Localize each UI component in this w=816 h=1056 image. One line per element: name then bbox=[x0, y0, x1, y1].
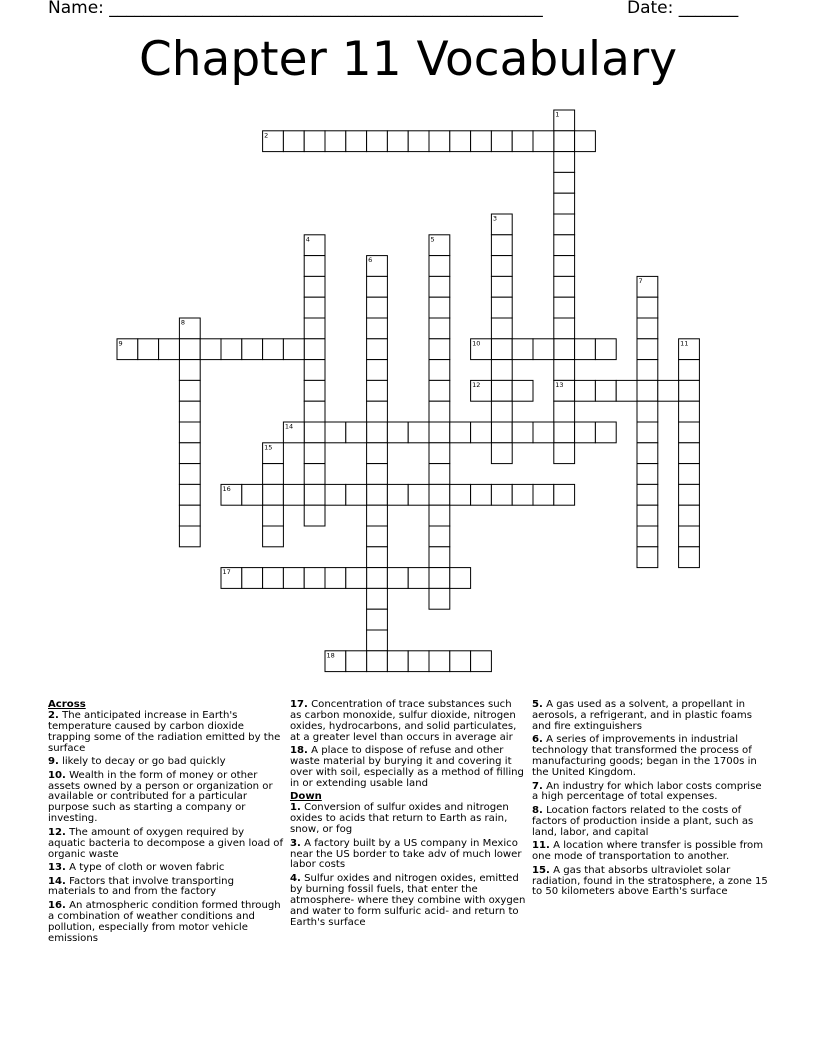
grid-cell[interactable] bbox=[263, 568, 284, 589]
grid-cell[interactable] bbox=[637, 526, 658, 547]
clue-down-11 bbox=[532, 841, 768, 863]
grid-cell[interactable] bbox=[616, 380, 637, 401]
grid-cell[interactable] bbox=[554, 484, 575, 505]
grid-cell[interactable] bbox=[554, 360, 575, 381]
grid-cell[interactable] bbox=[179, 401, 200, 422]
grid-cell[interactable] bbox=[325, 422, 346, 443]
grid-cell[interactable] bbox=[491, 443, 512, 464]
clue-number: 14. bbox=[48, 875, 66, 887]
grid-cell[interactable] bbox=[429, 131, 450, 152]
grid-cell[interactable] bbox=[429, 526, 450, 547]
clue-number-label: 2 bbox=[264, 131, 269, 140]
clue-across-2 bbox=[48, 711, 284, 755]
grid-cell[interactable] bbox=[679, 547, 700, 568]
grid-cell[interactable] bbox=[554, 401, 575, 422]
name-field-label: Name: ___________________________________________________ bbox=[48, 0, 543, 18]
grid-cell[interactable] bbox=[283, 484, 304, 505]
clue-text: Sulfur oxides and nitrogen oxides, emitted by burning fossil fuels, that enter the atmosphere- where they combine with oxygen and water to form sulfuric acid- and return to Earth's surface bbox=[290, 872, 526, 928]
grid-cell[interactable] bbox=[387, 131, 408, 152]
grid-cell[interactable] bbox=[367, 131, 388, 152]
clue-text: The anticipated increase in Earth's temperature caused by carbon dioxide trapping some of the radiation emitted by the surface bbox=[48, 709, 281, 754]
grid-cell[interactable] bbox=[512, 380, 533, 401]
clue-text: Concentration of trace substances such as carbon monoxide, sulfur dioxide, nitrogen oxides, hydrocarbons, and solid particulates, at a greater level than occurs in average air bbox=[290, 699, 517, 743]
clue-number: 1. bbox=[290, 802, 301, 814]
clue-down-7 bbox=[532, 782, 768, 804]
grid-cell[interactable] bbox=[533, 339, 554, 360]
grid-cell[interactable] bbox=[304, 484, 325, 505]
grid-cell[interactable] bbox=[679, 401, 700, 422]
clue-text: A gas used as a solvent, a propellant in aerosols, a refrigerant, and in plastic foams and fire extinguishers bbox=[532, 699, 752, 732]
grid-cell[interactable] bbox=[367, 360, 388, 381]
clue-number-label: 18 bbox=[326, 651, 335, 660]
grid-cell[interactable] bbox=[658, 380, 679, 401]
clue-number: 16. bbox=[48, 899, 66, 911]
grid-cell[interactable] bbox=[637, 380, 658, 401]
grid-cell[interactable] bbox=[387, 568, 408, 589]
grid-cell[interactable] bbox=[367, 588, 388, 609]
clue-text: An industry for which labor costs comprise a high percentage of total expenses. bbox=[532, 780, 762, 803]
clue-down-4 bbox=[290, 874, 526, 929]
clue-across-13 bbox=[48, 863, 284, 874]
grid-cell[interactable] bbox=[512, 422, 533, 443]
grid-cell[interactable] bbox=[637, 443, 658, 464]
grid-cell[interactable] bbox=[367, 422, 388, 443]
grid-cell[interactable] bbox=[429, 276, 450, 297]
grid-cell[interactable] bbox=[387, 484, 408, 505]
clue-number-label: 15 bbox=[264, 443, 273, 452]
grid-cell[interactable] bbox=[491, 256, 512, 277]
grid-cell[interactable] bbox=[367, 318, 388, 339]
grid-cell[interactable] bbox=[429, 318, 450, 339]
clue-number-label: 10 bbox=[472, 339, 481, 348]
grid-cell[interactable] bbox=[491, 401, 512, 422]
clue-number: 17. bbox=[290, 699, 308, 710]
clue-down-1 bbox=[290, 803, 526, 836]
grid-cell[interactable] bbox=[471, 422, 492, 443]
grid-cell[interactable] bbox=[429, 401, 450, 422]
grid-cell[interactable] bbox=[387, 422, 408, 443]
grid-cell[interactable] bbox=[554, 235, 575, 256]
grid-cell[interactable] bbox=[367, 339, 388, 360]
grid-cell[interactable] bbox=[304, 401, 325, 422]
grid-cell[interactable] bbox=[491, 131, 512, 152]
clue-number-label: 17 bbox=[222, 568, 231, 577]
grid-cell[interactable] bbox=[554, 256, 575, 277]
clue-number: 10. bbox=[48, 769, 66, 781]
grid-cell[interactable] bbox=[637, 464, 658, 485]
grid-cell[interactable] bbox=[429, 547, 450, 568]
grid-cell[interactable] bbox=[533, 131, 554, 152]
grid-cell[interactable] bbox=[367, 547, 388, 568]
clue-number: 7. bbox=[532, 780, 543, 792]
clue-number: 15. bbox=[532, 864, 550, 876]
grid-cell[interactable] bbox=[325, 568, 346, 589]
grid-cell[interactable] bbox=[429, 484, 450, 505]
grid-cell[interactable] bbox=[637, 547, 658, 568]
clue-across-16 bbox=[48, 901, 284, 945]
grid-cell[interactable] bbox=[179, 422, 200, 443]
grid-cell[interactable] bbox=[367, 464, 388, 485]
grid-cell[interactable] bbox=[575, 380, 596, 401]
clue-number-label: 13 bbox=[555, 380, 564, 389]
clue-text: A location where transfer is possible from one mode of transportation to another. bbox=[532, 840, 764, 863]
page-title: Chapter 11 Vocabulary bbox=[138, 32, 678, 87]
grid-cell[interactable] bbox=[429, 360, 450, 381]
grid-cell[interactable] bbox=[554, 214, 575, 235]
clue-text: Factors that involve transporting materials to and from the factory bbox=[48, 875, 234, 898]
grid-cell[interactable] bbox=[304, 339, 325, 360]
clue-number: 4. bbox=[290, 872, 301, 884]
grid-cell[interactable] bbox=[242, 339, 263, 360]
grid-cell[interactable] bbox=[575, 422, 596, 443]
clue-text: A series of improvements in industrial technology that transformed the process of manufacturing goods; began in the 1700s in the United Kingdom. bbox=[532, 734, 757, 779]
clue-down-5 bbox=[532, 700, 768, 733]
grid-cell[interactable] bbox=[179, 339, 200, 360]
grid-cell[interactable] bbox=[367, 297, 388, 318]
grid-cell[interactable] bbox=[575, 339, 596, 360]
grid-cell[interactable] bbox=[304, 318, 325, 339]
clue-across-10 bbox=[48, 771, 284, 826]
grid-cell[interactable] bbox=[367, 401, 388, 422]
grid-cell[interactable] bbox=[159, 339, 180, 360]
grid-cell[interactable] bbox=[367, 380, 388, 401]
grid-cell[interactable] bbox=[554, 152, 575, 173]
grid-cell[interactable] bbox=[179, 443, 200, 464]
clue-number: 2. bbox=[48, 709, 59, 721]
clue-text: A factory built by a US company in Mexico near the US border to take adv of much lower labor costs bbox=[290, 837, 522, 871]
grid-cell[interactable] bbox=[304, 256, 325, 277]
clue-text: Location factors related to the costs of factors of production inside a plant, such as land, labor, and capital bbox=[532, 804, 754, 838]
grid-cell[interactable] bbox=[367, 526, 388, 547]
grid-cell[interactable] bbox=[554, 443, 575, 464]
grid-cell[interactable] bbox=[367, 276, 388, 297]
grid-cell[interactable] bbox=[263, 339, 284, 360]
grid-cell[interactable] bbox=[637, 318, 658, 339]
grid-cell[interactable] bbox=[471, 484, 492, 505]
clue-number-label: 9 bbox=[118, 339, 123, 348]
grid-cell[interactable] bbox=[283, 568, 304, 589]
clue-number: 5. bbox=[532, 699, 543, 710]
grid-cell[interactable] bbox=[450, 484, 471, 505]
grid-cell[interactable] bbox=[387, 651, 408, 672]
grid-cell[interactable] bbox=[242, 484, 263, 505]
clues-column-1 bbox=[48, 700, 284, 947]
grid-cell[interactable] bbox=[637, 339, 658, 360]
grid-cell[interactable] bbox=[346, 484, 367, 505]
grid-cell[interactable] bbox=[554, 172, 575, 193]
clue-text: An atmospheric condition formed through a combination of weather conditions and pollution, especially from motor vehicle emissions bbox=[48, 899, 281, 944]
grid-cell[interactable] bbox=[346, 568, 367, 589]
clue-number: 12. bbox=[48, 826, 66, 838]
grid-cell[interactable] bbox=[429, 422, 450, 443]
grid-cell[interactable] bbox=[429, 588, 450, 609]
clue-number-label: 5 bbox=[430, 235, 435, 244]
grid-cell[interactable] bbox=[637, 484, 658, 505]
grid-cell[interactable] bbox=[491, 297, 512, 318]
grid-cell[interactable] bbox=[325, 484, 346, 505]
grid-cell[interactable] bbox=[637, 297, 658, 318]
grid-cell[interactable] bbox=[533, 422, 554, 443]
grid-cell[interactable] bbox=[679, 380, 700, 401]
clue-number-label: 6 bbox=[368, 256, 373, 265]
clue-down-6 bbox=[532, 735, 768, 779]
grid-cell[interactable] bbox=[429, 651, 450, 672]
grid-cell[interactable] bbox=[450, 651, 471, 672]
grid-cell[interactable] bbox=[200, 339, 221, 360]
clue-across-9 bbox=[48, 757, 284, 768]
clue-number-label: 1 bbox=[555, 110, 560, 119]
grid-cell[interactable] bbox=[263, 484, 284, 505]
clue-text: A type of cloth or woven fabric bbox=[69, 862, 225, 874]
grid-cell[interactable] bbox=[491, 422, 512, 443]
grid-cell[interactable] bbox=[408, 131, 429, 152]
grid-cell[interactable] bbox=[679, 505, 700, 526]
clue-number: 6. bbox=[532, 734, 543, 746]
grid-cell[interactable] bbox=[304, 505, 325, 526]
grid-cell[interactable] bbox=[554, 422, 575, 443]
grid-cell[interactable] bbox=[491, 318, 512, 339]
grid-cell[interactable] bbox=[179, 505, 200, 526]
grid-cell[interactable] bbox=[179, 380, 200, 401]
clue-number-label: 7 bbox=[638, 276, 643, 285]
clue-number-label: 11 bbox=[680, 339, 689, 348]
clue-number-label: 16 bbox=[222, 484, 231, 493]
grid-cell[interactable] bbox=[179, 464, 200, 485]
grid-cell[interactable] bbox=[346, 131, 367, 152]
grid-cell[interactable] bbox=[554, 339, 575, 360]
clue-number-label: 4 bbox=[305, 235, 310, 244]
grid-cell[interactable] bbox=[367, 443, 388, 464]
grid-cell[interactable] bbox=[491, 276, 512, 297]
grid-cell[interactable] bbox=[512, 131, 533, 152]
grid-cell[interactable] bbox=[429, 339, 450, 360]
grid-cell[interactable] bbox=[595, 422, 616, 443]
grid-cell[interactable] bbox=[304, 464, 325, 485]
across-heading: Across bbox=[48, 699, 86, 710]
grid-cell[interactable] bbox=[471, 131, 492, 152]
grid-cell[interactable] bbox=[491, 360, 512, 381]
grid-cell[interactable] bbox=[346, 651, 367, 672]
grid-cell[interactable] bbox=[429, 568, 450, 589]
grid-cell[interactable] bbox=[429, 297, 450, 318]
grid-cell[interactable] bbox=[429, 443, 450, 464]
grid-cell[interactable] bbox=[367, 484, 388, 505]
grid-cell[interactable] bbox=[491, 339, 512, 360]
grid-cell[interactable] bbox=[325, 131, 346, 152]
grid-cell[interactable] bbox=[554, 276, 575, 297]
grid-cell[interactable] bbox=[679, 443, 700, 464]
grid-cell[interactable] bbox=[367, 630, 388, 651]
clue-number: 8. bbox=[532, 804, 543, 816]
clue-text: Wealth in the form of money or other assets owned by a person or organization or available or contributed for a particular purpose such as starting a company or investing. bbox=[48, 769, 273, 825]
clue-number-label: 12 bbox=[472, 380, 481, 389]
grid-cell[interactable] bbox=[512, 484, 533, 505]
clue-number: 13. bbox=[48, 862, 66, 874]
grid-cell[interactable] bbox=[304, 443, 325, 464]
grid-cell[interactable] bbox=[491, 380, 512, 401]
clue-number-label: 3 bbox=[492, 214, 498, 223]
grid-cell[interactable] bbox=[408, 651, 429, 672]
grid-cell[interactable] bbox=[367, 609, 388, 630]
grid-cell[interactable] bbox=[450, 568, 471, 589]
grid-cell[interactable] bbox=[450, 422, 471, 443]
grid-cell[interactable] bbox=[554, 193, 575, 214]
grid-cell[interactable] bbox=[346, 422, 367, 443]
grid-cell[interactable] bbox=[408, 422, 429, 443]
grid-cell[interactable] bbox=[429, 505, 450, 526]
grid-cell[interactable] bbox=[367, 568, 388, 589]
clue-text: A place to dispose of refuse and other waste material by burying it and covering it over with soil, especially as a method of filling in or extending usable land bbox=[290, 745, 524, 789]
grid-cell[interactable] bbox=[367, 505, 388, 526]
grid-cell[interactable] bbox=[367, 651, 388, 672]
clues-column-3 bbox=[532, 700, 768, 901]
grid-cell[interactable] bbox=[408, 484, 429, 505]
clues-column-2 bbox=[290, 700, 526, 931]
grid-cell[interactable] bbox=[637, 360, 658, 381]
clue-text: A gas that absorbs ultraviolet solar radiation, found in the stratosphere, a zone 15 to 50 kilometers above Earth's surface bbox=[532, 864, 768, 898]
grid-cell[interactable] bbox=[304, 568, 325, 589]
grid-cell[interactable] bbox=[491, 235, 512, 256]
clue-across-17 bbox=[290, 700, 526, 744]
grid-cell[interactable] bbox=[429, 380, 450, 401]
grid-cell[interactable] bbox=[554, 297, 575, 318]
clue-across-14 bbox=[48, 877, 284, 899]
grid-cell[interactable] bbox=[304, 131, 325, 152]
grid-cell[interactable] bbox=[679, 422, 700, 443]
grid-cell[interactable] bbox=[595, 380, 616, 401]
clue-number: 11. bbox=[532, 840, 550, 852]
grid-cell[interactable] bbox=[679, 526, 700, 547]
grid-cell[interactable] bbox=[179, 526, 200, 547]
grid-cell[interactable] bbox=[263, 464, 284, 485]
grid-cell[interactable] bbox=[679, 360, 700, 381]
clue-number: 3. bbox=[290, 837, 301, 849]
grid-cell[interactable] bbox=[179, 484, 200, 505]
clue-text: likely to decay or go bad quickly bbox=[62, 756, 226, 768]
clue-number: 18. bbox=[290, 745, 308, 757]
grid-cell[interactable] bbox=[429, 464, 450, 485]
grid-cell[interactable] bbox=[263, 526, 284, 547]
grid-cell[interactable] bbox=[263, 505, 284, 526]
grid-cell[interactable] bbox=[283, 131, 304, 152]
date-field-label: Date: _______ bbox=[627, 0, 739, 18]
clue-across-18 bbox=[290, 746, 526, 790]
grid-cell[interactable] bbox=[533, 484, 554, 505]
grid-cell[interactable] bbox=[138, 339, 159, 360]
clue-text: Conversion of sulfur oxides and nitrogen oxides to acids that return to Earth as rain, snow, or fog bbox=[290, 802, 509, 836]
clue-text: The amount of oxygen required by aquatic bacteria to decompose a given load of organic waste bbox=[48, 826, 284, 860]
grid-cell[interactable] bbox=[304, 276, 325, 297]
clue-down-15 bbox=[532, 866, 768, 899]
grid-cell[interactable] bbox=[304, 297, 325, 318]
down-heading: Down bbox=[290, 791, 322, 803]
grid-cell[interactable] bbox=[637, 505, 658, 526]
grid-cell[interactable] bbox=[221, 339, 242, 360]
grid-cell[interactable] bbox=[554, 131, 575, 152]
clue-across-12 bbox=[48, 828, 284, 861]
grid-cell[interactable] bbox=[450, 131, 471, 152]
grid-cell[interactable] bbox=[242, 568, 263, 589]
grid-cell[interactable] bbox=[637, 401, 658, 422]
clue-down-3 bbox=[290, 839, 526, 872]
grid-cell[interactable] bbox=[554, 318, 575, 339]
grid-cell[interactable] bbox=[491, 484, 512, 505]
grid-cell[interactable] bbox=[304, 422, 325, 443]
grid-cell[interactable] bbox=[679, 464, 700, 485]
grid-cell[interactable] bbox=[595, 339, 616, 360]
clue-number-label: 8 bbox=[180, 318, 186, 327]
grid-cell[interactable] bbox=[408, 568, 429, 589]
clue-number-label: 14 bbox=[284, 422, 294, 431]
grid-cell[interactable] bbox=[283, 339, 304, 360]
grid-cell[interactable] bbox=[512, 339, 533, 360]
grid-cell[interactable] bbox=[679, 484, 700, 505]
grid-cell[interactable] bbox=[304, 380, 325, 401]
grid-cell[interactable] bbox=[429, 256, 450, 277]
grid-cell[interactable] bbox=[179, 360, 200, 381]
grid-cell[interactable] bbox=[575, 131, 596, 152]
clue-number: 9. bbox=[48, 756, 59, 768]
grid-cell[interactable] bbox=[637, 422, 658, 443]
clue-down-8 bbox=[532, 806, 768, 839]
grid-cell[interactable] bbox=[304, 360, 325, 381]
grid-cell[interactable] bbox=[471, 651, 492, 672]
